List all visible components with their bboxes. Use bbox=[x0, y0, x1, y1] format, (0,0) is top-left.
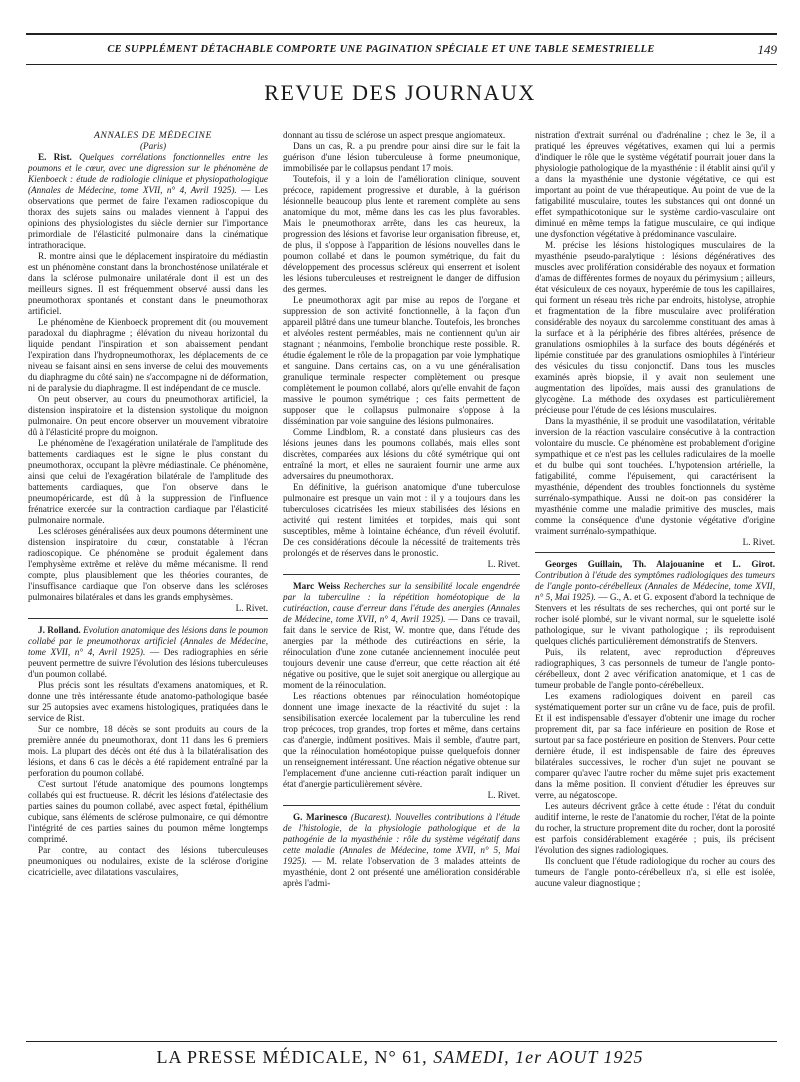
article-author: Georges Guillain, Th. Alajouanine et L. Girot. bbox=[545, 559, 775, 569]
top-rule bbox=[26, 33, 777, 35]
article-paragraph: Sur ce nombre, 18 décès se sont produits au cours de la première année du pneumothorax, dont 11 dans les 6 premiers mois. La plupart des décès ont été dus à la bilatéralisation des lésions, et dans 6 cas le décès a été rapidement entraîné par la perforation du poumon collabé. bbox=[28, 724, 268, 778]
article-heading bbox=[28, 152, 268, 251]
header-rule bbox=[26, 64, 777, 65]
article-paragraph: On peut observer, au cours du pneumothorax artificiel, la distension inspiratoire et la distension systolique du moignon pulmonaire. On peut encore observer un mouvement vibratoire dû à l'élasticité propre du moignon. bbox=[28, 394, 268, 437]
article-paragraph: Le phénomène de l'exagération unilatérale de l'amplitude des battements cardiaques est le signe le plus constant du pneumothorax, occupant la plèvre médiastinale. Ce phénomène, ainsi que celui de l'exagération bilatérale de l'amplitude des battements cardiaques, que l'on observe dans le pneumopéricarde, est dû à la suppression de l'influence frénatrice exercée sur la contraction cardiaque par l'élasticité pulmonaire normale. bbox=[28, 438, 268, 525]
article-paragraph: Dans la myasthénie, il se produit une vasodilatation, véritable inversion de la réaction vasculaire consécutive à la contraction volontaire du muscle. Ce phénomène est probablement d'origine sympathique et ce n'est pas les cellules radiculaires de la moelle et du bulbe qui sont touchées. L'hypotension artérielle, la fatigabilité, comme l'épuisement, qui caractérisent la myasthénie, dépendent des troubles fonctionnels du système surrénalo-sympathique. Aussi ne doit-on pas considérer la myasthénie comme une maladie primitive des muscles, mais comme la conséquence d'une dystonie végétative d'origine vraiment surrénalo-sympathique. bbox=[535, 416, 775, 536]
article-columns bbox=[0, 130, 800, 1032]
article-paragraph: Dans un cas, R. a pu prendre pour ainsi dire sur le fait la guérison d'une lésion tuberculeuse à forme pneumonique, immobilisée par le collapsus pendant 17 mois. bbox=[283, 141, 520, 173]
article-author: Marc Weiss bbox=[293, 581, 341, 591]
article-paragraph: — M. relate l'observation de 3 malades atteints de myasthénie, dont 2 ont présenté une amélioration considérable après l'admi- bbox=[283, 856, 520, 888]
article-paragraph: En définitive, la guérison anatomique d'une tuberculose pulmonaire est presque un vain mot : il y a toujours dans les tuberculoses cicatrisées les mieux stabilisées des lésions en activité qui restent limitées et torpides, mais qui sont susceptibles, même à lointaine échéance, d'un réveil évolutif. De ces considérations découle la nécessité de traitements très prolongés et de réserves dans le pronostic. bbox=[283, 482, 520, 558]
article-paragraph: — Les observations que permet de faire l'examen radioscopique du thorax des sujets sains ou malades viennent à l'appui des opinions des physiologistes du siècle dernier sur l'importance primordiale de l'élasticité pulmonaire dans la cinématique intrathoracique. bbox=[28, 185, 268, 250]
article-weiss bbox=[283, 581, 520, 801]
running-header bbox=[26, 44, 777, 62]
article-author: J. Rolland. bbox=[38, 625, 81, 635]
article-author: G. Marinesco bbox=[293, 812, 348, 822]
article-author: E. Rist. bbox=[38, 152, 72, 162]
article-separator bbox=[535, 552, 775, 553]
article-guillain bbox=[535, 559, 775, 889]
column-2 bbox=[283, 130, 520, 1032]
article-paragraph: Par contre, au contact des lésions tuberculeuses pneumoniques ou nodulaires, existe de la sclérose d'origine cicatricielle, avec dilatations vasculaires, bbox=[28, 845, 268, 877]
article-heading bbox=[28, 625, 268, 680]
article-paragraph: Le phénomène de Kienboeck proprement dit (ou mouvement paradoxal du diaphragme ; élévation du niveau horizontal du liquide pendant l'inspiration et son abaissement pendant l'expiration dans l'hydropneumothorax, les déplacements de ce niveau se faisant ainsi en sens inverse de celui des mouvements du diaphragme du côté sain) ne s'accompagne ni de déformation, ni de paralysie du diaphragme. Il est indépendant de ce muscle. bbox=[28, 317, 268, 393]
article-paragraph: — G., A. et G. exposent d'abord la technique de Stenvers et les résultats de ses recherches, qui ont porté sur le rocher isolé plombé, sur le vivant normal, sur le squelette isolé pathologique, sur le vivant pathologique ; ils reproduisent quelques clichés particulièrement démonstratifs de Stenvers. bbox=[535, 592, 775, 646]
article-paragraph: Les scléroses généralisées aux deux poumons déterminent une distension inspiratoire du cœur, constatable à l'écran radioscopique. Ce phénomène se produit également dans l'emphysème extrême et relève du même mécanisme. Il rend compte, plus plausiblement que les théories courantes, de l'insuffisance cardiaque que l'on observe dans les scléroses pulmonaires bilatérales et dans les grands emphysèmes. bbox=[28, 526, 268, 602]
article-rolland-continued bbox=[283, 130, 520, 570]
page-number: 149 bbox=[757, 42, 777, 57]
article-paragraph: donnant au tissu de sclérose un aspect presque angiomateux. bbox=[283, 130, 506, 140]
article-separator bbox=[283, 574, 520, 575]
running-header-text: CE SUPPLÉMENT DÉTACHABLE COMPORTE UNE PAGINATION SPÉCIALE ET UNE TABLE SEMESTRIELLE bbox=[107, 44, 655, 55]
article-heading bbox=[283, 581, 520, 691]
article-heading bbox=[535, 559, 775, 647]
article-paragraph: Les réactions obtenues par réinoculation homéotopique donnent une image inexacte de la réactivité du sujet : la sensibilisation exercée localement par la tuberculine les rend trop précoces, trop grandes, trop fortes et même, dans certains cas d'anergie, indûment positives. Mais il semble, d'autre part, que la réinoculation homéotopique puisse quelquefois donner un renseignement intéressant. Une réaction négative obtenue sur l'emplacement d'une ancienne cuti-réaction paraît indiquer un état d'anergie particulièrement sévère. bbox=[283, 691, 520, 789]
article-signature: L. Rivet. bbox=[742, 537, 775, 547]
article-title: Quelques corrélations fonctionnelles entre les poumons et le cœur, avec une digression sur le phénomène de Kienboeck : étude de radiologie clinique et physiopathologique (Annales de Médecine, tome XVII, n° 4, Avril 1925). bbox=[28, 152, 268, 195]
article-paragraph: Ils concluent que l'étude radiologique du rocher au cours des tumeurs de l'angle ponto-cérébelleux n'a, si elle est isolée, aucune valeur diagnostique ; bbox=[535, 856, 775, 888]
article-paragraph: Les examens radiologiques doivent en pareil cas systématiquement porter sur un crâne vu de face, puis de profil. Et il est indispensable d'essayer d'obtenir une image du rocher proprement dit, par sa face inférieure en position de Rose et surtout par sa face postérieure en position de Stenvers. Pour cette dernière étude, il est indispensable de faire des épreuves bilatérales successives, le rocher d'un sujet ne pouvant se comparer qu'avec l'autre rocher du même sujet pris exactement dans la même position. Il convient d'étudier les épreuves sur verre, au négatoscope. bbox=[535, 691, 775, 800]
article-paragraph: Les auteurs décrivent grâce à cette étude : l'état du conduit auditif interne, le reste de l'anatomie du rocher, l'état de la pointe du rocher, la structure proprement dite du rocher, dont la porosité est parfois considérablement exagérée ; puis, ils précisent l'évolution des signes radiologiques. bbox=[535, 801, 775, 855]
page-footer bbox=[0, 1047, 800, 1068]
section-heading: ANNALES DE MÉDECINE bbox=[94, 130, 212, 141]
article-title: Contribution à l'étude des symptômes radiologiques des tumeurs de l'angle ponto-cérébelleux (Annales de Médecine, tome XVII, n° 5, Mai 1925). bbox=[535, 570, 775, 602]
article-separator bbox=[28, 618, 268, 619]
article-paragraph: C'est surtout l'étude anatomique des poumons longtemps collabés qui est fructueuse. R. décrit les lésions d'atélectasie des parties saines du poumon collabé, avec aspect fœtal, épithélium cubique, sans éléments de sclérose pulmonaire, ce qui démontre l'intégrité de ces parties saines du poumon même longtemps comprimé. bbox=[28, 779, 268, 844]
article-paragraph: — Dans ce travail, fait dans le service de Rist, W. montre que, dans l'étude des anergies par la méthode des cutiréactions en série, la réinoculation d'une zone cutanée anciennement inoculée peut toujours devenir une cause d'erreur, que cette réaction ait été négative ou positive, que le sujet soit anergique ou allergique au moment de la réinoculation. bbox=[283, 614, 520, 690]
article-rolland bbox=[28, 625, 268, 878]
article-paragraph: nistration d'extrait surrénal ou d'adrénaline ; chez le 3e, il a pratiqué les épreuves végétatives, examen qui lui a permis d'indiquer le rôle que le système végétatif pourrait jouer dans la physiologie pathologique de la myasthénie : il établit ainsi qu'il y a dans la myasthénie une dystonie végétative, ce qui est important au point de vue thérapeutique. Au point de vue de la fatigabilité musculaire, toutes les substances qui ont donné un effet sympathicotonique sur le système cardio-vasculaire ont diminué en même temps la fatigue musculaire, ce qui indique une dysfonction végétative à prédominance vasculaire. bbox=[535, 130, 775, 239]
article-signature: L. Rivet. bbox=[487, 559, 520, 569]
article-paragraph: Plus précis sont les résultats d'examens anatomiques, et R. donne une très intéressante étude anatomo-pathologique basée sur 25 autopsies avec examens histologiques, pratiquées dans le service de Rist. bbox=[28, 680, 268, 723]
column-1 bbox=[28, 130, 268, 1032]
article-title: (Bucarest). Nouvelles contributions à l'étude de l'histologie, de la physiologie pathologique et de la pathogénie de la myasthénie : rôle du système végétatif dans cette maladie (Annales de Médecine, tome XVII, n° 5, Mai 1925). bbox=[283, 812, 520, 866]
article-heading bbox=[283, 812, 520, 889]
article-paragraph: — Des radiographies en série peuvent permettre de suivre l'évolution des lésions tuberculeuses d'un poumon collabé. bbox=[28, 647, 268, 679]
article-paragraph: Le pneumothorax agit par mise au repos de l'organe et suppression de son activité fonctionnelle, à la façon d'un appareil plâtré dans une tumeur blanche. Toutefois, les bronches et alvéoles restent perméables, mais ne contiennent qu'un air stagnant ; néanmoins, l'embolie bronchique reste possible. R. étudie également le rôle de la propagation par voie lymphatique et sanguine. Dans certains cas, on a vu une généralisation granulique terminale respecter complètement ou presque complètement le poumon collabé, alors qu'elle envahit de façon massive le poumon symétrique ; ces faits permettent de supposer que le collapsus pulmonaire s'oppose à la dissémination par voie sanguine des lésions pulmonaires. bbox=[283, 295, 520, 426]
article-paragraph: Comme Lindblom, R. a constaté dans plusieurs cas des lésions jeunes dans les poumons collabés, mais elles sont discrètes, comparées aux lésions du côté symétrique qui ont entraîné la mort, et elles ne sauraient fournir une arme aux adversaires du pneumothorax. bbox=[283, 427, 520, 481]
article-rist bbox=[28, 152, 268, 614]
page-title: REVUE DES JOURNAUX bbox=[264, 80, 536, 105]
article-signature: L. Rivet. bbox=[235, 603, 268, 613]
article-paragraph: M. précise les lésions histologiques musculaires de la myasthénie pseudo-paralytique : lésions dégénératives des muscles avec prolifération considérable des noyaux et formation d'amas de différentes formes de noyaux du périmysium ; ailleurs, état vésiculeux de ces noyaux, hyperémie de tous les capillaires, qui forment un réseau très riche par endroits, histolyse, atrophie et fragmentation de la fibre musculaire avec prolifération considérable des noyaux du sarcolemme constituant des amas à la surface et à la périphérie des fibres altérées, présence de granulations osmiophiles à la surface des bouts dégénérés et lipémie constituée par des granulations osmiophiles à l'intérieur des vésicules du tissu conjonctif. Dans tous les muscles examinés après biopsie, il y avait non seulement une augmentation des lipoïdes, mais aussi des granulations de glycogène. La méthode des oxydases est particulièrement précieuse pour l'étude de ces lésions musculaires. bbox=[535, 240, 775, 415]
article-signature: L. Rivet. bbox=[487, 790, 520, 800]
article-marinesco-continued bbox=[535, 130, 775, 548]
article-separator bbox=[283, 805, 520, 806]
column-3 bbox=[535, 130, 775, 1032]
footer-date: SAMEDI, 1er AOUT 1925 bbox=[433, 1047, 644, 1067]
section-place: (Paris) bbox=[139, 141, 167, 151]
article-title: Recherches sur la sensibilité locale engendrée par la tuberculine : la répétition homéotopique de la cutiréaction, cause d'erreur dans l'étude des anergies (Annales de Médecine, tome XVII, n° 4, Avril 1925). bbox=[283, 581, 520, 624]
article-paragraph: Puis, ils relatent, avec reproduction d'épreuves radiographiques, 3 cas personnels de tumeur de l'angle ponto-cérébelleux, dont 2 avec vérification anatomique, et 1 cas de tumeur probable de l'angle ponto-cérébelleux. bbox=[535, 647, 775, 690]
article-paragraph: Toutefois, il y a loin de l'amélioration clinique, souvent précoce, rapidement progressive et durable, à la guérison lésionnelle beaucoup plus lente et rarement complète au sens anatomique du mot, même dans les cas les plus favorables. Mais le pneumothorax arrête, dans les cas heureux, la progression des lésions et favorise leur organisation fibreuse, et, de plus, il s'oppose à l'apparition de lésions nouvelles dans le poumon collabé et dans le poumon symétrique, du fait du développement des processus scléreux qui enserrent et isolent les lésions tuberculeuses et restreignent le danger de diffusion des germes. bbox=[283, 174, 520, 294]
article-marinesco bbox=[283, 812, 520, 889]
article-paragraph: R. montre ainsi que le déplacement inspiratoire du médiastin est un phénomène constant dans la bronchosténose unilatérale et dans la sclérose pulmonaire unilatérale dont il est un des meilleurs signes. Il est fréquemment observé aussi dans les pneumothorax spontanés et constant dans le pneumothorax artificiel. bbox=[28, 251, 268, 316]
footer-rule bbox=[26, 1041, 777, 1042]
article-title: Evolution anatomique des lésions dans le poumon collabé par le pneumothorax artificiel (Annales de Médecine, tome XVII, n° 4, Avril 1925). bbox=[28, 625, 268, 657]
footer-journal: LA PRESSE MÉDICALE, N° 61, bbox=[156, 1047, 428, 1067]
